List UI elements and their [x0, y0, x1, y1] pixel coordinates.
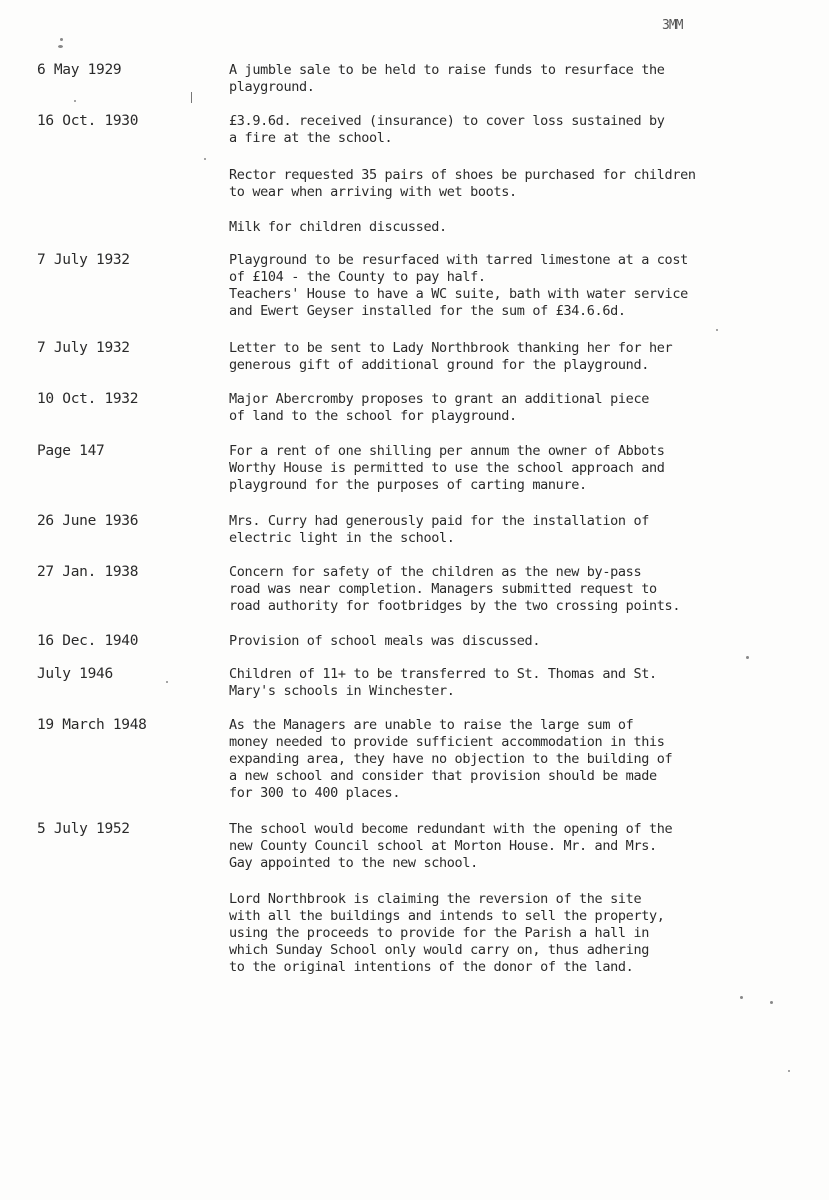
text-line: for 300 to 400 places.	[229, 785, 401, 801]
text-line: Mrs. Curry had generously paid for the installation of	[229, 513, 649, 529]
entry-text	[229, 391, 789, 425]
entry-text	[229, 252, 789, 320]
entry-text	[229, 564, 789, 615]
scan-speck	[788, 1070, 790, 1072]
entry-text	[229, 891, 789, 976]
entry-text	[229, 443, 789, 494]
scan-speck	[716, 329, 718, 331]
text-line: Teachers' House to have a WC suite, bath with water service	[229, 286, 688, 302]
text-line: electric light in the school.	[229, 530, 455, 546]
text-line: using the proceeds to provide for the Parish a hall in	[229, 925, 649, 941]
entry-date: 16 Oct. 1930	[37, 113, 139, 129]
scan-speck	[746, 656, 749, 659]
entry-text	[229, 513, 789, 547]
text-line: For a rent of one shilling per annum the owner of Abbots	[229, 443, 665, 459]
text-line: road was near completion. Managers submitted request to	[229, 581, 657, 597]
entry-date: 7 July 1932	[37, 340, 130, 356]
text-line: Gay appointed to the new school.	[229, 855, 478, 871]
entry-date: 5 July 1952	[37, 821, 130, 837]
text-line: and Ewert Geyser installed for the sum of £34.6.6d.	[229, 303, 626, 319]
entry-text	[229, 821, 789, 872]
text-line: of £104 - the County to pay half.	[229, 269, 486, 285]
text-line: to the original intentions of the donor of the land.	[229, 959, 634, 975]
entry-text	[229, 717, 789, 802]
page-reference: 3MM	[662, 18, 683, 33]
text-line: expanding area, they have no objection to the building of	[229, 751, 673, 767]
entry-date: 16 Dec. 1940	[37, 633, 139, 649]
entry-text	[229, 167, 789, 201]
entry-text	[229, 666, 789, 700]
text-line: Concern for safety of the children as the new by-pass	[229, 564, 642, 580]
entry-date: 26 June 1936	[37, 513, 139, 529]
text-line: £3.9.6d. received (insurance) to cover loss sustained by	[229, 113, 665, 129]
text-line: with all the buildings and intends to sell the property,	[229, 908, 665, 924]
text-line: Rector requested 35 pairs of shoes be purchased for children	[229, 167, 696, 183]
entry-text	[229, 113, 789, 147]
text-line: which Sunday School only would carry on, thus adhering	[229, 942, 649, 958]
entry-date: 7 July 1932	[37, 252, 130, 268]
entry-date: 19 March 1948	[37, 717, 147, 733]
text-line: a fire at the school.	[229, 130, 393, 146]
scan-speck	[58, 45, 63, 48]
entry-text	[229, 340, 789, 374]
text-line: playground.	[229, 79, 315, 95]
text-line: Major Abercromby proposes to grant an additional piece	[229, 391, 649, 407]
entry-date: 10 Oct. 1932	[37, 391, 139, 407]
entry-date: Page 147	[37, 443, 105, 459]
text-line: As the Managers are unable to raise the large sum of	[229, 717, 634, 733]
text-line: Worthy House is permitted to use the school approach and	[229, 460, 665, 476]
entry-text	[229, 62, 789, 96]
entry-date: July 1946	[37, 666, 113, 682]
text-line: Provision of school meals was discussed.	[229, 633, 541, 649]
text-line: playground for the purposes of carting manure.	[229, 477, 587, 493]
entry-text	[229, 633, 789, 650]
entry-date: 6 May 1929	[37, 62, 122, 78]
text-line: Letter to be sent to Lady Northbrook thanking her for her	[229, 340, 673, 356]
text-line: road authority for footbridges by the two crossing points.	[229, 598, 681, 614]
text-line: of land to the school for playground.	[229, 408, 517, 424]
text-line: generous gift of additional ground for the playground.	[229, 357, 649, 373]
entry-text	[229, 219, 789, 236]
text-line: to wear when arriving with wet boots.	[229, 184, 517, 200]
text-line: money needed to provide sufficient accommodation in this	[229, 734, 665, 750]
text-line: Lord Northbrook is claiming the reversion of the site	[229, 891, 642, 907]
text-line: A jumble sale to be held to raise funds to resurface the	[229, 62, 665, 78]
text-line: Mary's schools in Winchester.	[229, 683, 455, 699]
scan-speck	[740, 996, 743, 999]
scan-speck	[60, 38, 63, 41]
text-line: a new school and consider that provision should be made	[229, 768, 657, 784]
text-line: The school would become redundant with the opening of the	[229, 821, 673, 837]
text-line: Children of 11+ to be transferred to St. Thomas and St.	[229, 666, 657, 682]
scan-mark	[191, 92, 192, 103]
text-line: Playground to be resurfaced with tarred limestone at a cost	[229, 252, 688, 268]
entry-date: 27 Jan. 1938	[37, 564, 139, 580]
text-line: Milk for children discussed.	[229, 219, 447, 235]
text-line: new County Council school at Morton House. Mr. and Mrs.	[229, 838, 657, 854]
scan-speck	[770, 1001, 773, 1004]
scan-speck	[204, 158, 206, 160]
scan-speck	[74, 100, 76, 102]
